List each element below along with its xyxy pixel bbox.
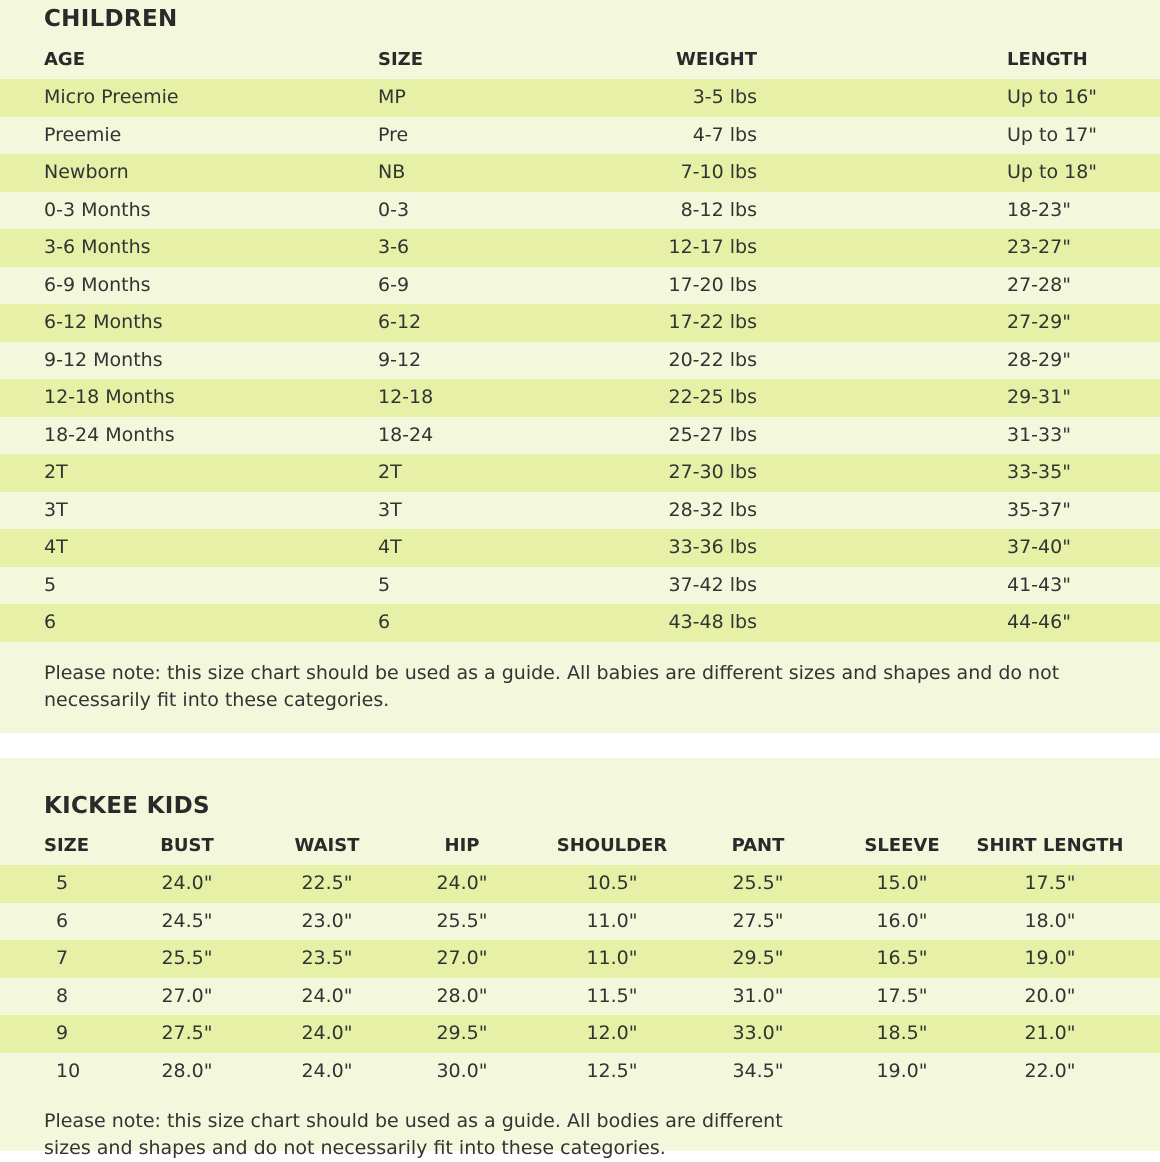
header-age: AGE: [44, 49, 86, 70]
cell-weight: 27-30 lbs: [668, 461, 757, 483]
table-row: [0, 529, 1160, 567]
cell-size: 7: [56, 947, 69, 969]
cell-size: 3T: [378, 498, 402, 521]
children-rows: [0, 79, 1160, 642]
cell-weight: 37-42 lbs: [668, 573, 757, 596]
cell-waist: 24.0": [301, 984, 353, 1007]
cell-bust: 28.0": [161, 1059, 213, 1082]
cell-hip: 29.5": [436, 1022, 488, 1044]
cell-sleeve: 17.5": [876, 984, 928, 1007]
cell-shirt-length: 20.0": [1024, 984, 1076, 1007]
cell-weight: 28-32 lbs: [668, 498, 757, 521]
cell-waist: 23.0": [301, 909, 353, 932]
header-bust: BUST: [160, 835, 214, 856]
table-row: [0, 865, 1160, 903]
cell-size: 6: [56, 909, 69, 932]
cell-weight: 25-27 lbs: [668, 423, 757, 446]
cell-weight: 22-25 lbs: [668, 386, 757, 408]
header-size: SIZE: [44, 835, 90, 856]
cell-length: 23-27": [1007, 236, 1071, 258]
cell-waist: 24.0": [301, 1022, 353, 1044]
kickee-rows: [0, 865, 1160, 1090]
children-note: Please note: this size chart should be used as a guide. All babies are different sizes and shapes and do not necessarily fit into these categories.: [44, 662, 1060, 711]
cell-length: 18-23": [1007, 198, 1071, 221]
cell-hip: 25.5": [436, 909, 488, 932]
cell-waist: 24.0": [301, 1059, 353, 1082]
cell-shoulder: 11.0": [586, 947, 638, 969]
cell-shirt-length: 21.0": [1024, 1022, 1076, 1044]
cell-size: MP: [378, 86, 406, 108]
cell-age: 9-12 Months: [44, 348, 163, 371]
cell-weight: 3-5 lbs: [692, 86, 757, 108]
cell-weight: 43-48 lbs: [668, 611, 757, 633]
table-row: [0, 1053, 1160, 1091]
cell-bust: 25.5": [161, 947, 213, 969]
header-weight: WEIGHT: [676, 49, 757, 70]
cell-bust: 27.0": [161, 984, 213, 1007]
cell-age: 0-3 Months: [44, 198, 151, 221]
cell-weight: 7-10 lbs: [680, 161, 757, 183]
table-row: [0, 903, 1160, 941]
cell-length: 35-37": [1007, 498, 1071, 521]
cell-size: NB: [378, 161, 406, 183]
cell-length: Up to 18": [1007, 161, 1098, 183]
cell-size: 5: [378, 573, 391, 596]
cell-length: Up to 16": [1007, 86, 1098, 108]
table-row: [0, 940, 1160, 978]
cell-hip: 28.0": [436, 984, 488, 1007]
table-row: [0, 192, 1160, 230]
table-row: [0, 229, 1160, 267]
cell-sleeve: 16.5": [876, 947, 928, 969]
header-waist: WAIST: [294, 835, 360, 856]
table-row: [0, 1015, 1160, 1053]
kickee-title: KICKEE KIDS: [44, 793, 210, 819]
cell-length: 33-35": [1007, 461, 1071, 483]
cell-size: 10: [56, 1059, 81, 1082]
table-row: [0, 379, 1160, 417]
table-row: [0, 342, 1160, 380]
cell-length: 44-46": [1007, 611, 1071, 633]
table-row: [0, 267, 1160, 305]
cell-size: 0-3: [378, 198, 410, 221]
table-row: [0, 454, 1160, 492]
cell-size: 9-12: [378, 348, 422, 371]
cell-length: 37-40": [1007, 536, 1071, 558]
cell-weight: 17-20 lbs: [668, 273, 757, 296]
cell-waist: 22.5": [301, 872, 353, 894]
cell-size: 12-18: [378, 386, 434, 408]
cell-age: Micro Preemie: [44, 86, 179, 108]
cell-length: 28-29": [1007, 348, 1071, 371]
cell-length: 27-28": [1007, 273, 1071, 296]
header-shirt-length: SHIRT LENGTH: [976, 835, 1124, 856]
cell-weight: 17-22 lbs: [668, 311, 757, 333]
table-row: [0, 117, 1160, 155]
cell-shoulder: 11.0": [586, 909, 638, 932]
cell-length: Up to 17": [1007, 123, 1098, 146]
header-size: SIZE: [378, 49, 424, 70]
cell-age: Newborn: [44, 161, 129, 183]
cell-hip: 27.0": [436, 947, 488, 969]
cell-size: 4T: [378, 536, 402, 558]
header-hip: HIP: [444, 835, 480, 856]
cell-weight: 33-36 lbs: [668, 536, 757, 558]
children-header-row: [0, 42, 1160, 78]
cell-pant: 34.5": [732, 1059, 784, 1082]
cell-sleeve: 15.0": [876, 872, 928, 894]
cell-age: 3-6 Months: [44, 236, 151, 258]
cell-shirt-length: 17.5": [1024, 872, 1076, 894]
cell-pant: 25.5": [732, 872, 784, 894]
children-title: CHILDREN: [44, 6, 178, 32]
cell-weight: 20-22 lbs: [668, 348, 757, 371]
table-row: [0, 79, 1160, 117]
cell-bust: 24.0": [161, 872, 213, 894]
cell-size: 2T: [378, 461, 402, 483]
cell-size: 6-12: [378, 311, 422, 333]
cell-weight: 12-17 lbs: [668, 236, 757, 258]
cell-age: 5: [44, 573, 57, 596]
header-sleeve: SLEEVE: [864, 835, 940, 856]
cell-pant: 33.0": [732, 1022, 784, 1044]
cell-sleeve: 16.0": [876, 909, 928, 932]
cell-length: 31-33": [1007, 423, 1071, 446]
cell-age: 12-18 Months: [44, 386, 175, 408]
cell-age: 6-9 Months: [44, 273, 151, 296]
table-row: [0, 604, 1160, 642]
cell-size: Pre: [378, 123, 409, 146]
cell-weight: 8-12 lbs: [680, 198, 757, 221]
cell-length: 27-29": [1007, 311, 1071, 333]
cell-shoulder: 12.0": [586, 1022, 638, 1044]
cell-age: 4T: [44, 536, 68, 558]
cell-size: 9: [56, 1022, 69, 1044]
cell-length: 41-43": [1007, 573, 1071, 596]
cell-sleeve: 19.0": [876, 1059, 928, 1082]
cell-age: 2T: [44, 461, 68, 483]
cell-pant: 29.5": [732, 947, 784, 969]
cell-weight: 4-7 lbs: [692, 123, 757, 146]
cell-shirt-length: 18.0": [1024, 909, 1076, 932]
header-shoulder: SHOULDER: [556, 835, 668, 856]
header-pant: PANT: [731, 835, 785, 856]
cell-bust: 27.5": [161, 1022, 213, 1044]
table-row: [0, 154, 1160, 192]
cell-size: 6: [378, 611, 391, 633]
cell-waist: 23.5": [301, 947, 353, 969]
cell-age: 6-12 Months: [44, 311, 163, 333]
cell-hip: 30.0": [436, 1059, 488, 1082]
table-row: [0, 567, 1160, 605]
table-row: [0, 978, 1160, 1016]
table-row: [0, 417, 1160, 455]
cell-size: 6-9: [378, 273, 410, 296]
cell-size: 3-6: [378, 236, 410, 258]
cell-age: 18-24 Months: [44, 423, 175, 446]
cell-age: 6: [44, 611, 57, 633]
cell-shirt-length: 19.0": [1024, 947, 1076, 969]
cell-size: 18-24: [378, 423, 434, 446]
cell-length: 29-31": [1007, 386, 1071, 408]
cell-hip: 24.0": [436, 872, 488, 894]
cell-shirt-length: 22.0": [1024, 1059, 1076, 1082]
table-row: [0, 492, 1160, 530]
header-length: LENGTH: [1007, 49, 1088, 70]
kickee-note: Please note: this size chart should be used as a guide. All bodies are different sizes and shapes and do not necessarily fit into these categories.: [44, 1110, 783, 1159]
cell-age: Preemie: [44, 123, 122, 146]
cell-size: 8: [56, 984, 69, 1007]
table-row: [0, 304, 1160, 342]
cell-shoulder: 12.5": [586, 1059, 638, 1082]
cell-size: 5: [56, 872, 69, 894]
cell-bust: 24.5": [161, 909, 213, 932]
cell-shoulder: 11.5": [586, 984, 638, 1007]
cell-pant: 31.0": [732, 984, 784, 1007]
kickee-size-chart: [0, 758, 1160, 1159]
cell-age: 3T: [44, 498, 68, 521]
kickee-header-row: [0, 828, 1160, 864]
cell-sleeve: 18.5": [876, 1022, 928, 1044]
cell-shoulder: 10.5": [586, 872, 638, 894]
cell-pant: 27.5": [732, 909, 784, 932]
